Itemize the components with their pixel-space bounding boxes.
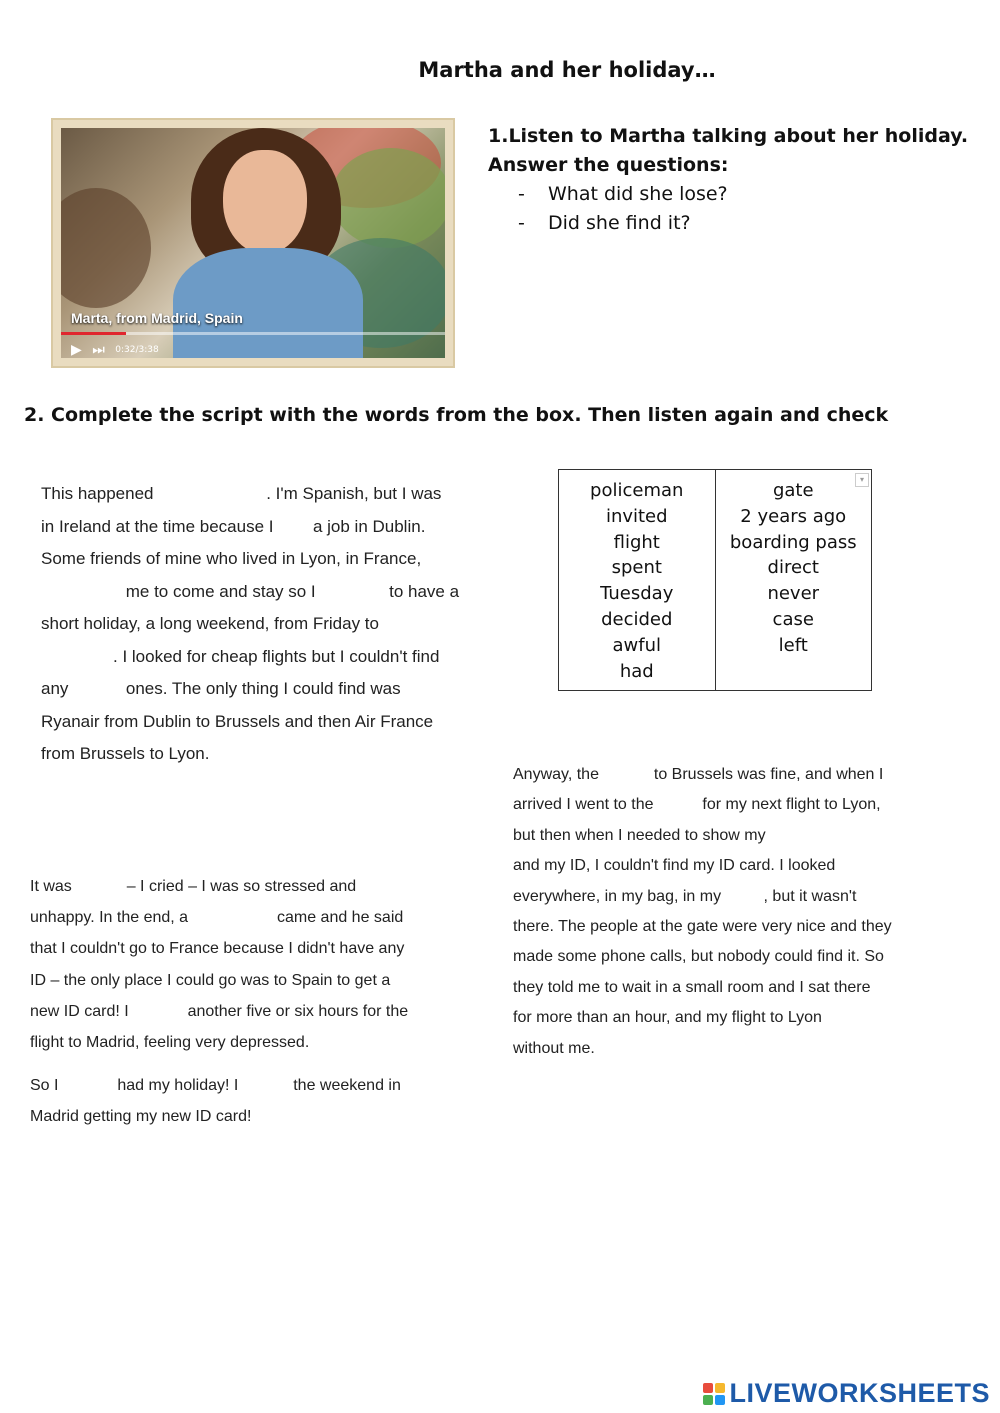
question-item: - What did she lose? xyxy=(518,183,728,205)
question-item: - Did she find it? xyxy=(518,212,691,234)
task1-heading xyxy=(488,122,968,180)
word-box-item: 2 years ago xyxy=(740,505,847,527)
answer-gap[interactable] xyxy=(73,679,121,697)
answer-gap[interactable] xyxy=(770,825,880,843)
liveworksheets-logo-icon xyxy=(703,1383,725,1405)
word-box-item: gate xyxy=(772,480,814,501)
answer-gap[interactable] xyxy=(193,907,273,925)
word-box-item: invited xyxy=(605,505,668,527)
script-paragraph-3: It was – I cried – I was so stressed and unhappy. In the end, a came and he said that I couldn't go to France because I didn't have any ID – the only place I could go was to Spain to get a new ID card! I another five or six hours for the flight to Madrid, feeling very depressed. xyxy=(30,878,409,1052)
answer-gap[interactable] xyxy=(41,582,121,600)
dropdown-icon[interactable]: ▾ xyxy=(855,473,869,487)
answer-gap[interactable] xyxy=(158,484,266,502)
word-box-item: awful xyxy=(612,634,661,656)
answer-gap[interactable] xyxy=(320,582,384,600)
play-icon[interactable]: ▶ xyxy=(71,342,82,358)
word-box-item: spent xyxy=(611,557,662,579)
video-progress-fill xyxy=(61,332,126,335)
word-box-item: flight xyxy=(613,531,660,553)
page-title: Martha and her holiday… xyxy=(418,58,716,82)
answer-gap[interactable] xyxy=(726,886,764,904)
script-paragraph-1: This happened . I'm Spanish, but I was in Ireland at the time because I a job in Dublin. Some friends of mine who lived in Lyon, in France, me to come and stay so I to have a short holiday, a long weekend, from Friday to . I looked for cheap flights but I couldn't find any ones. The only thing I could find was Ryanair from Dublin to Brussels and then Air France from Brussels to Lyon. xyxy=(41,484,460,763)
word-box-item: left xyxy=(778,634,808,656)
script-paragraph-4: So I had my holiday! I the weekend in Madrid getting my new ID card! xyxy=(30,1077,401,1126)
word-box-item: case xyxy=(772,608,814,630)
answer-gap[interactable] xyxy=(826,1007,886,1025)
task1-questions xyxy=(518,180,728,238)
task1-heading-line1: 1.Listen to Martha talking about her holiday. xyxy=(488,125,969,147)
answer-gap[interactable] xyxy=(133,1001,183,1019)
answer-gap[interactable] xyxy=(63,1075,113,1093)
answer-gap[interactable] xyxy=(658,794,698,812)
answer-gap[interactable] xyxy=(76,876,122,894)
word-box-item: had xyxy=(619,660,654,682)
video-controls xyxy=(71,342,159,358)
answer-gap[interactable] xyxy=(243,1075,289,1093)
word-box-left-column xyxy=(559,470,716,690)
word-box-item: Tuesday xyxy=(600,583,674,605)
word-box-item: policeman xyxy=(590,480,684,501)
person-shirt xyxy=(173,248,363,358)
word-box-item: never xyxy=(767,583,820,605)
word-box-item: boarding pass xyxy=(729,531,857,553)
video-thumbnail[interactable] xyxy=(61,128,445,358)
person-face xyxy=(223,150,307,254)
liveworksheets-logo xyxy=(703,1378,990,1409)
script-paragraph-2: Anyway, the to Brussels was fine, and when I arrived I went to the for my next flight to Lyon, but then when I needed to show my and my ID, I couldn't find my ID card. I looked everywhere, in my bag, in my , but it wasn't there. The people at the gate were very nice and they made some phone calls, but nobody could find it. So they told me to wait in a small room and I sat there for more than an hour, and my flight to Lyon without me. xyxy=(513,766,892,1057)
logo-text: LIVEWORKSHEETS xyxy=(729,1378,990,1408)
task1-heading-line2: Answer the questions: xyxy=(488,154,729,176)
video-time: 0:32/3:38 xyxy=(115,345,159,355)
word-box xyxy=(558,469,872,691)
word-box-right-column xyxy=(716,470,872,690)
video-player[interactable] xyxy=(51,118,455,368)
word-box-item: direct xyxy=(767,557,819,579)
answer-gap[interactable] xyxy=(603,764,649,782)
answer-gap[interactable] xyxy=(41,647,113,665)
skip-next-icon[interactable]: ⏭ xyxy=(92,342,105,358)
video-progress-bar[interactable] xyxy=(61,332,445,335)
answer-gap[interactable] xyxy=(278,517,308,535)
word-box-item: decided xyxy=(601,608,673,630)
video-caption: Marta, from Madrid, Spain xyxy=(71,310,243,326)
task2-heading: 2. Complete the script with the words from the box. Then listen again and check xyxy=(24,404,889,426)
